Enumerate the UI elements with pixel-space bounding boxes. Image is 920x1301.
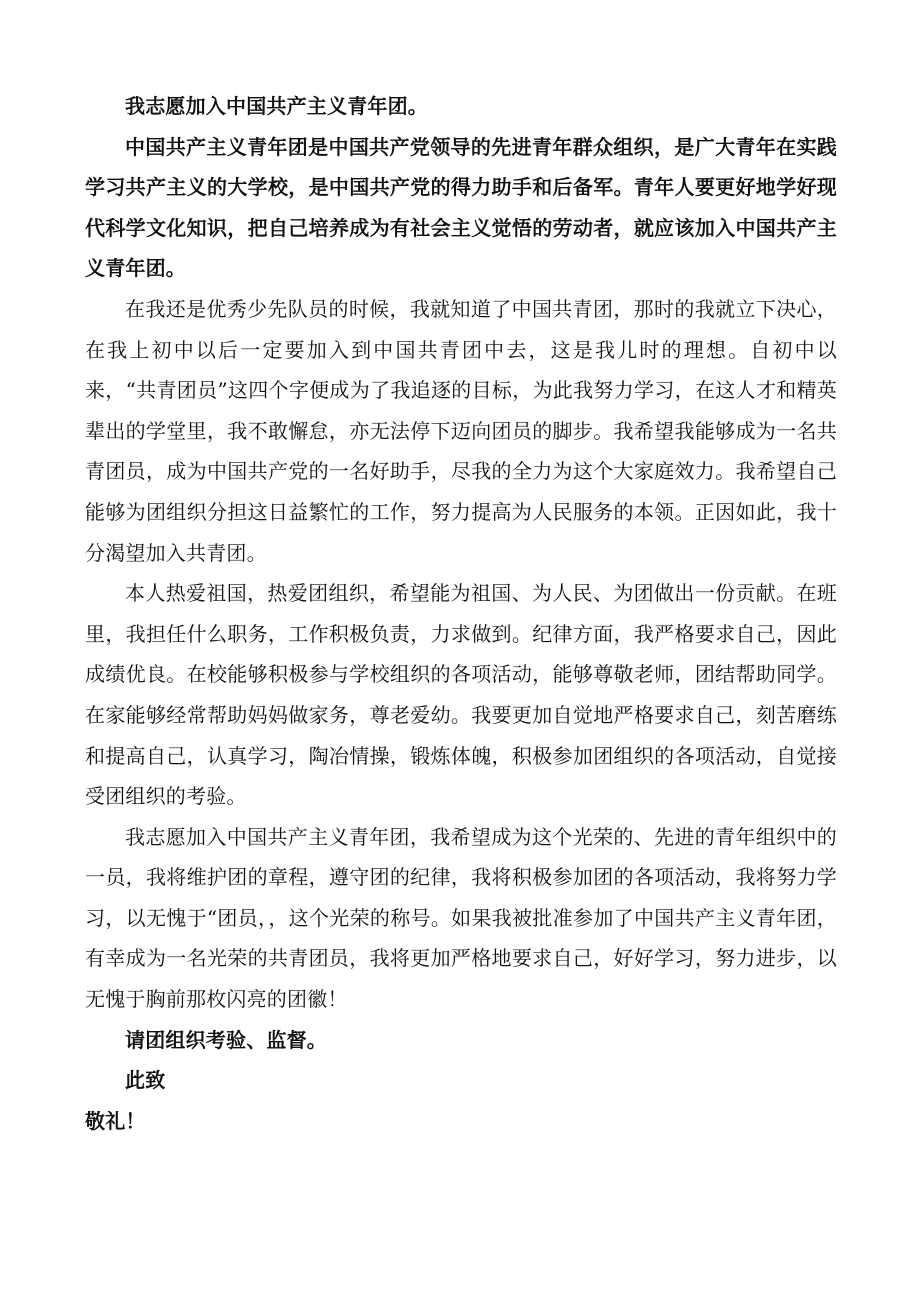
paragraph-self-assessment: 本人热爱祖国，热爱团组织，希望能为祖国、为人民、为团做出一份贡献。在班里，我担任什么职务，工作积极负责，力求做到。纪律方面，我严格要求自己，因此成绩优良。在校能够积极参与学校组织的各项活动，能够尊敬老师，团结帮助同学。在家能够经常帮助妈妈做家务，尊老爱幼。我要更加自觉地严格要求自己，刻苦磨练和提高自己，认真学习，陶冶情操，锻炼体魄，积极参加团组织的各项活动，自觉接受团组织的考验。 — [85, 581, 837, 809]
request-line: 请团组织考验、监督。 — [125, 1027, 327, 1052]
closing-regards: 敬礼！ — [85, 1108, 146, 1133]
closing-salutation: 此致 — [125, 1068, 166, 1093]
opening-statement: 我志愿加入中国共产主义青年团。 — [125, 94, 428, 118]
document-body — [85, 86, 837, 1141]
paragraph-pledge: 我志愿加入中国共产主义青年团，我希望成为这个光荣的、先进的青年组织中的一员，我将维护团的章程，遵守团的纪律，我将积极参加团的各项活动，我将努力学习，以无愧于“团员，，这个光荣的称号。如果我被批准参加了中国共产主义青年团，有幸成为一名光荣的共青团员，我将更加严格地要求自己，好好学习，努力进步，以无愧于胸前那枚闪亮的团徽！ — [85, 824, 837, 1012]
paragraph-cyl-introduction: 中国共产主义青年团是中国共产党领导的先进青年群众组织，是广大青年在实践学习共产主义的大学校，是中国共产党的得力助手和后备军。青年人要更好地学好现代科学文化知识，把自己培养成为有社会主义觉悟的劳动者，就应该加入中国共产主义青年团。 — [85, 134, 837, 281]
paragraph-childhood-aspiration: 在我还是优秀少先队员的时候，我就知道了中国共青团，那时的我就立下决心，在我上初中以后一定要加入到中国共青团中去，这是我儿时的理想。自初中以来，“共青团员”这四个字便成为了我追逐的目标，为此我努力学习，在这人才和精英辈出的学堂里，我不敢懈怠，亦无法停下迈向团员的脚步。我希望我能够成为一名共青团员，成为中国共产党的一名好助手，尽我的全力为这个大家庭效力。我希望自己能够为团组织分担这日益繁忙的工作，努力提高为人民服务的本领。正因如此，我十分渴望加入共青团。 — [85, 296, 837, 565]
